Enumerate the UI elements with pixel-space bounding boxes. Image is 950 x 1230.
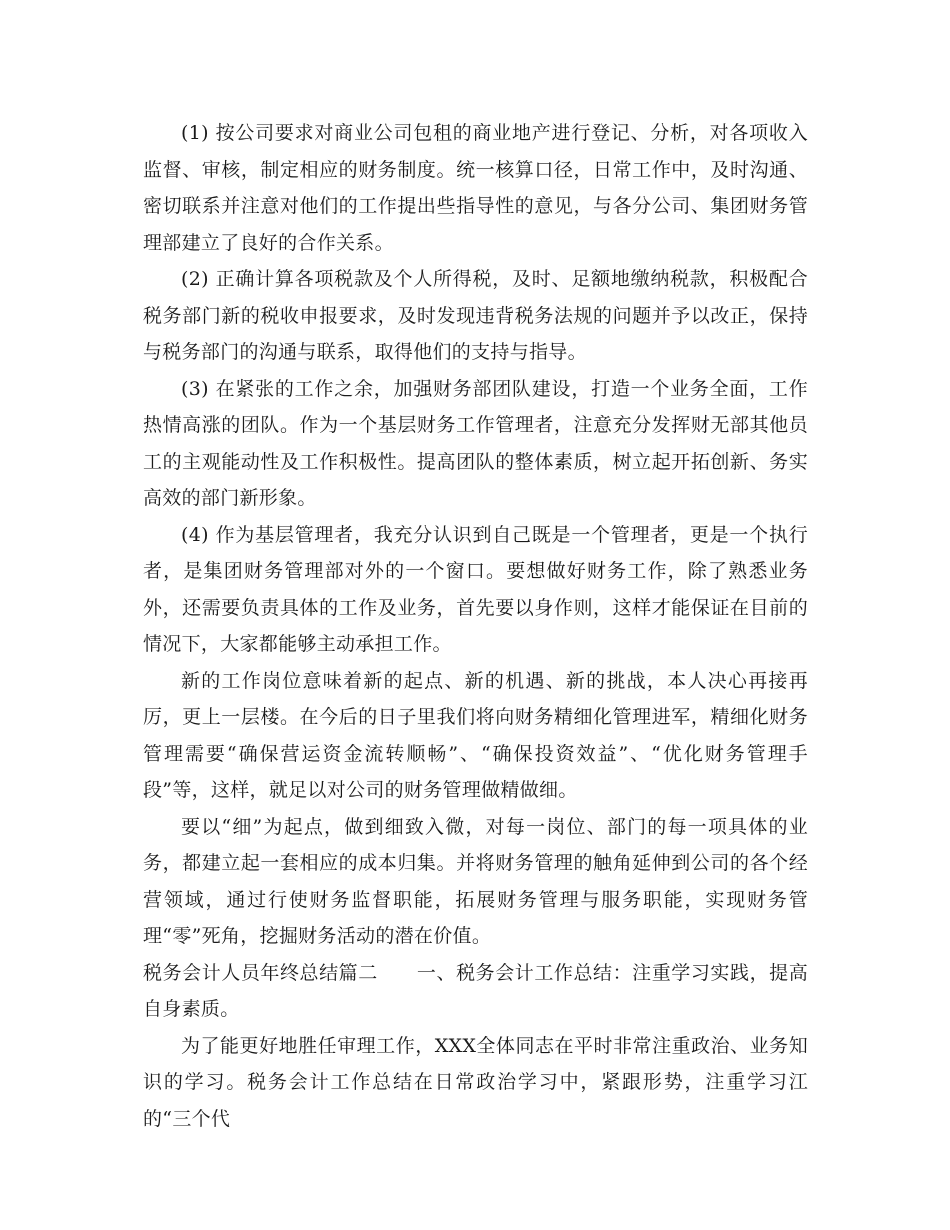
section-heading-paragraph: 税务会计人员年终总结篇二 一、税务会计工作总结：注重学习实践，提高自身素质。 bbox=[143, 961, 808, 1020]
paragraph-4: (4) 作为基层管理者，我充分认识到自己既是一个管理者，更是一个执行者，是集团财务管理部对外的一个窗口。要想做好财务工作，除了熟悉业务外，还需要负责具体的工作及业务，首先要以身作则，这样才能保证在目前的情况下，大家都能够主动承担工作。 bbox=[143, 523, 808, 655]
paragraph-8: 为了能更好地胜任审理工作，XXX全体同志在平时非常注重政治、业务知识的学习。税务会计工作总结在日常政治学习中，紧跟形势，注重学习江的“三个代 bbox=[143, 1034, 808, 1130]
document-body bbox=[143, 115, 808, 1137]
paragraph-5: 新的工作岗位意味着新的起点、新的机遇、新的挑战，本人决心再接再厉，更上一层楼。在今后的日子里我们将向财务精细化管理进军，精细化财务管理需要“确保营运资金流转顺畅”、“确保投资效益”、“优化财务管理手段”等，这样，就足以对公司的财务管理做精做细。 bbox=[143, 669, 808, 801]
paragraph-6: 要以“细”为起点，做到细致入微，对每一岗位、部门的每一项具体的业务，都建立起一套相应的成本归集。并将财务管理的触角延伸到公司的各个经营领域，通过行使财务监督职能，拓展财务管理与服务职能，实现财务管理“零”死角，挖掘财务活动的潜在价值。 bbox=[143, 815, 808, 947]
paragraph-2: (2) 正确计算各项税款及个人所得税，及时、足额地缴纳税款，积极配合税务部门新的税收申报要求，及时发现违背税务法规的问题并予以改正，保持与税务部门的沟通与联系，取得他们的支持与指导。 bbox=[143, 268, 808, 363]
paragraph-1: (1) 按公司要求对商业公司包租的商业地产进行登记、分析，对各项收入监督、审核，制定相应的财务制度。统一核算口径，日常工作中，及时沟通、密切联系并注意对他们的工作提出些指导性的意见，与各分公司、集团财务管理部建立了良好的合作关系。 bbox=[143, 122, 808, 254]
paragraph-3: (3) 在紧张的工作之余，加强财务部团队建设，打造一个业务全面，工作热情高涨的团队。作为一个基层财务工作管理者，注意充分发挥财无部其他员工的主观能动性及工作积极性。提高团队的整体素质，树立起开拓创新、务实高效的部门新形象。 bbox=[143, 377, 808, 509]
